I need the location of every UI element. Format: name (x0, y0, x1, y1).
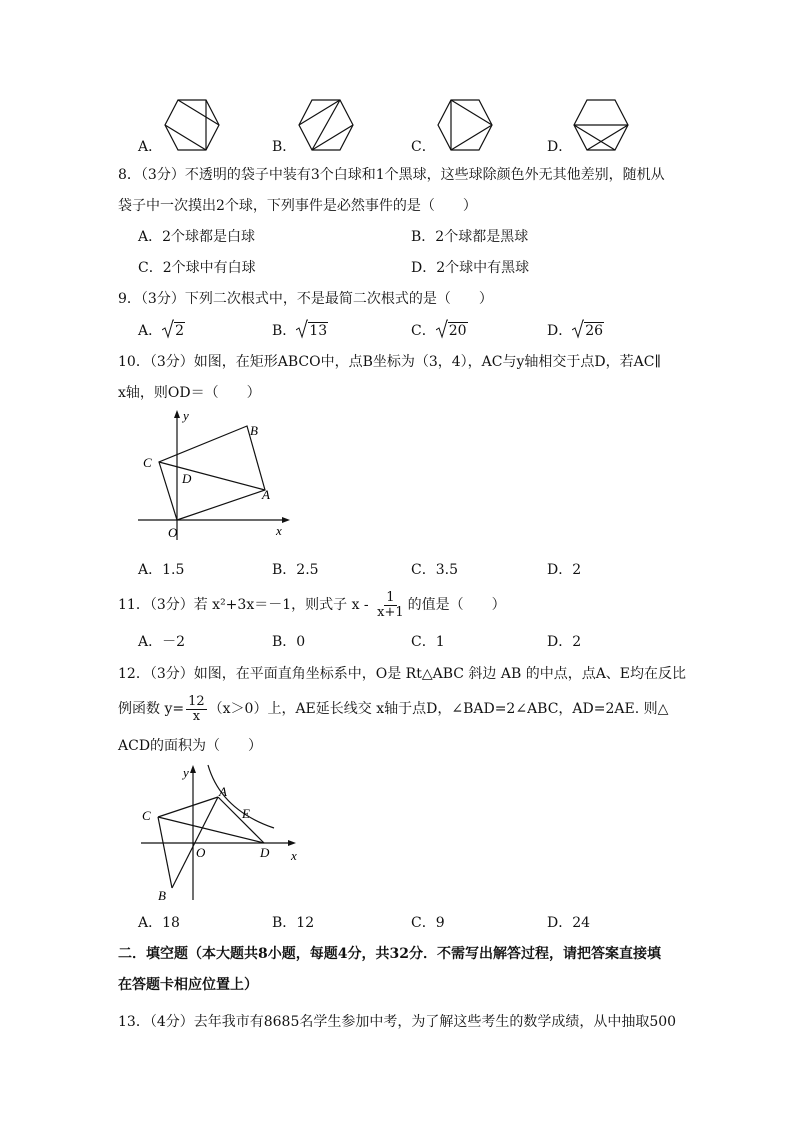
q7-option-a-label: A． (138, 139, 163, 155)
q12-figure (136, 760, 306, 905)
q9-option-d-letter: D． (547, 323, 573, 339)
q10-option-c: C．3.5 (411, 562, 458, 578)
q12-option-c: C．9 (411, 915, 445, 931)
q11-option-a: A．－2 (138, 634, 186, 650)
q12-label-y: y (183, 765, 189, 780)
q12-label-x: x (291, 848, 297, 863)
q8-option-b: B．2个球都是黑球 (411, 229, 529, 245)
q11-fraction-denominator: x+1 (377, 604, 404, 620)
q13-stem-line1: 13．（4分）去年我市有8685名学生参加中考，为了解这些考生的数学成绩，从中抽取500 (118, 1014, 677, 1030)
q12-fraction-denominator: x (192, 708, 201, 724)
q10-stem-line1: 10．（3分）如图，在矩形ABCO中，点B坐标为（3，4），AC与y轴相交于点D，若AC∥ (118, 354, 661, 370)
q7-figure-d (573, 98, 629, 152)
q10-label-b: B (250, 423, 258, 438)
q12-stem-line2 (118, 694, 668, 724)
q11-option-c: C．1 (411, 634, 445, 650)
q7-option-b-label: B． (272, 139, 297, 155)
q12-stem-line2-suffix: （x＞0）上，AE延长线交 x轴于点D，∠BAD=2∠ABC，AD=2AE. 则△ (208, 701, 669, 717)
q9-option-b-letter: B． (272, 323, 297, 339)
q12-label-o: O (196, 845, 206, 860)
q8-stem-line2: 袋子中一次摸出2个球，下列事件是必然事件的是（ ） (118, 198, 477, 214)
q11-stem (118, 590, 506, 620)
q10-label-o: O (168, 525, 178, 540)
q8-option-c: C．2个球中有白球 (138, 260, 256, 276)
q7-figure-b (298, 98, 354, 152)
sqrt-symbol (296, 321, 328, 341)
q10-option-b: B．2.5 (272, 562, 319, 578)
q11-fraction-numerator: 1 (386, 589, 395, 605)
q9-option-c-letter: C． (411, 323, 436, 339)
q12-stem-line1: 12．（3分）如图，在平面直角坐标系中，O是 Rt△ABC 斜边 AB 的中点，点A、E均在反比 (118, 666, 687, 682)
q10-label-y: y (183, 408, 189, 423)
q10-label-c: C (143, 455, 152, 470)
q10-option-d: D．2 (547, 562, 582, 578)
q11-stem-suffix: 的值是（ ） (407, 597, 506, 613)
q12-label-a: A (219, 784, 227, 799)
q7-figure-c (437, 98, 493, 152)
q9-option-b (272, 321, 328, 341)
q9-option-a (138, 321, 185, 341)
q12-stem-line2-prefix: 例函数 y= (118, 701, 185, 717)
q8-option-d: D．2个球中有黑球 (411, 260, 530, 276)
q9-option-c (411, 321, 468, 341)
q7-option-c-label: C． (411, 139, 436, 155)
q7-figure-a (164, 98, 220, 152)
q12-stem-line3: ACD的面积为（ ） (118, 738, 263, 754)
sqrt-symbol (572, 321, 604, 341)
q12-label-b: B (158, 888, 166, 903)
q9-option-d (547, 321, 604, 341)
sqrt-symbol (436, 321, 468, 341)
q12-fraction-numerator: 12 (188, 693, 205, 709)
q12-label-c: C (142, 808, 151, 823)
section-2-heading-line1: 二．填空题（本大题共8小题，每题4分，共32分．不需写出解答过程，请把答案直接填 (118, 946, 661, 962)
q12-option-d: D．24 (547, 915, 591, 931)
q12-option-a: A．18 (138, 915, 180, 931)
q9-option-a-letter: A． (138, 323, 163, 339)
q11-stem-prefix: 11．（3分）若 x²+3x＝－1，则式子 x - (118, 597, 374, 613)
q9-radicand-d: 26 (585, 323, 604, 339)
q12-fraction (186, 695, 207, 724)
q9-radicand-c: 20 (448, 323, 467, 339)
q11-option-d: D．2 (547, 634, 582, 650)
q12-label-e: E (242, 806, 250, 821)
q9-radicand-b: 13 (309, 323, 328, 339)
q9-stem: 9．（3分）下列二次根式中，不是最简二次根式的是（ ） (118, 291, 493, 307)
q10-label-a: A (262, 487, 270, 502)
q10-label-x: x (276, 523, 282, 538)
q10-option-a: A．1.5 (138, 562, 185, 578)
q10-label-d: D (182, 471, 192, 486)
q12-option-b: B．12 (272, 915, 315, 931)
sqrt-symbol (162, 321, 185, 341)
q12-label-d: D (260, 845, 270, 860)
q11-fraction (375, 591, 406, 620)
q7-option-d-label: D． (547, 139, 573, 155)
q8-option-a: A．2个球都是白球 (138, 229, 256, 245)
q8-stem-line1: 8．（3分）不透明的袋子中装有3个白球和1个黑球，这些球除颜色外无其他差别，随机从 (118, 167, 665, 183)
section-2-heading-line2: 在答题卡相应位置上） (118, 977, 258, 993)
q9-radicand-a: 2 (175, 323, 185, 339)
q11-option-b: B．0 (272, 634, 306, 650)
q10-figure (130, 405, 300, 545)
q10-stem-line2: x轴，则OD＝（ ） (118, 385, 261, 401)
